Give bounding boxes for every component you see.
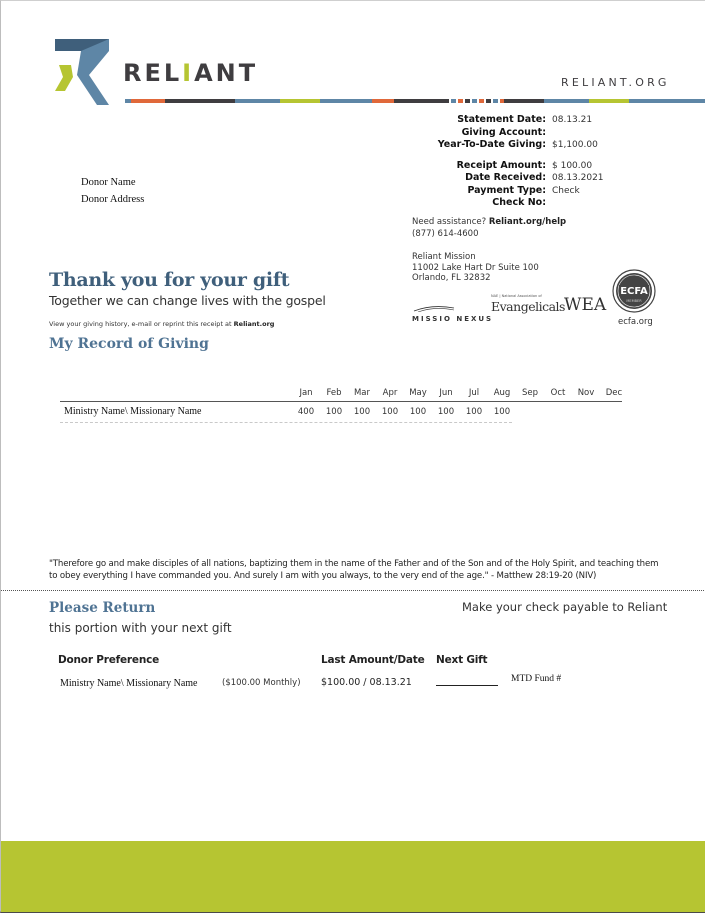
payable-note: Make your check payable to Reliant	[462, 600, 668, 614]
ecfa-text: ECFA	[620, 286, 648, 297]
help-block: Need assistance? Reliant.org/help (877) 614-4600	[412, 217, 567, 239]
date-received-value: 08.13.2021	[552, 173, 604, 183]
receipt-amount-row: Receipt Amount: $ 100.00	[412, 160, 642, 173]
statement-summary	[412, 114, 642, 210]
record-title: My Record of Giving	[49, 336, 209, 352]
ytd-giving-value: $1,100.00	[552, 140, 598, 150]
month-value-mar: 100	[353, 407, 371, 417]
missio-nexus-logo: MISSIO NEXUS	[412, 297, 487, 317]
month-header-aug: Aug	[493, 388, 511, 398]
month-header-sep: Sep	[521, 388, 539, 398]
last-amount-header: Last Amount/Date	[321, 654, 425, 666]
footer-band	[1, 841, 705, 912]
receipt-amount-value: $ 100.00	[552, 160, 593, 171]
statement-date-value: 08.13.21	[552, 115, 593, 125]
return-ministry-name: Ministry Name\ Missionary Name	[60, 678, 198, 689]
donor-name: Donor Name	[81, 177, 136, 188]
next-gift-header: Next Gift	[436, 654, 488, 666]
month-header-oct: Oct	[550, 388, 566, 398]
missio-arc-icon	[412, 304, 487, 312]
site-url[interactable]: RELIANT.ORG	[561, 76, 670, 89]
date-received-row: Date Received: 08.13.2021	[412, 172, 642, 185]
ministry-name: Ministry Name\ Missionary Name	[64, 406, 202, 417]
giving-table-header	[60, 385, 622, 402]
wea-logo: WEA	[564, 295, 607, 315]
payment-type-value: Check	[552, 185, 580, 196]
tear-line	[1, 590, 705, 591]
month-header-jul: Jul	[468, 388, 480, 398]
mtd-fund-label: MTD Fund #	[511, 674, 562, 684]
month-value-feb: 100	[325, 407, 343, 417]
statement-date-row: Statement Date: 08.13.21	[412, 114, 642, 127]
check-no-value	[552, 197, 642, 210]
reliant-logo-icon	[51, 37, 113, 107]
month-header-jan: Jan	[299, 388, 313, 398]
payment-type-row: Payment Type: Check	[412, 185, 642, 198]
month-value-apr: 100	[381, 407, 399, 417]
check-no-row: Check No:	[412, 197, 642, 210]
last-amount-value: $100.00 / 08.13.21	[321, 677, 412, 688]
month-header-mar: Mar	[353, 388, 371, 398]
giving-account-value	[552, 127, 642, 140]
month-header-nov: Nov	[577, 388, 595, 398]
ytd-giving-row: Year-To-Date Giving: $1,100.00	[412, 139, 642, 152]
donor-block	[81, 174, 144, 208]
month-header-jun: Jun	[439, 388, 453, 398]
row-divider	[60, 422, 512, 423]
help-link[interactable]: Reliant.org/help	[488, 217, 567, 227]
thanks-title: Thank you for your gift	[49, 269, 290, 291]
nae-logo: NAE | National Association of Evangelicals	[491, 294, 565, 314]
month-value-aug: 100	[493, 407, 511, 417]
header-stripe	[125, 99, 705, 103]
month-header-dec: Dec	[605, 388, 623, 398]
month-header-may: May	[409, 388, 427, 398]
ecfa-badge-icon	[612, 269, 656, 313]
mission-address: Reliant Mission 11002 Lake Hart Dr Suite 100 Orlando, FL 32832	[412, 252, 539, 283]
donor-preference-header: Donor Preference	[58, 654, 160, 666]
reliant-wordmark: RELIANT	[123, 59, 259, 87]
month-value-jun: 100	[437, 407, 455, 417]
month-header-feb: Feb	[326, 388, 342, 398]
giving-table	[60, 385, 622, 420]
month-header-apr: Apr	[382, 388, 398, 398]
return-title: Please Return	[49, 600, 156, 616]
table-row	[60, 402, 622, 420]
scripture-verse: "Therefore go and make disciples of all nations, baptizing them in the name of the Father and of the Son and of the Holy Spirit, and teaching them to obey everything I have commanded you. And surely I am with you always, to the very end of the age." - Matthew 28:19-20 (NIV)	[49, 559, 659, 581]
ecfa-url[interactable]: ecfa.org	[618, 317, 653, 327]
history-note: View your giving history, e-mail or reprint this receipt at Reliant.org	[49, 320, 275, 328]
ecfa-sub-text: MEMBER	[626, 299, 642, 303]
return-subtitle: this portion with your next gift	[49, 621, 232, 635]
history-link[interactable]: Reliant.org	[233, 320, 275, 328]
donor-preference-value: ($100.00 Monthly)	[222, 678, 301, 688]
month-value-jul: 100	[465, 407, 483, 417]
donor-address: Donor Address	[81, 194, 145, 205]
giving-account-row: Giving Account:	[412, 127, 642, 140]
next-gift-field[interactable]	[436, 685, 498, 686]
month-value-may: 100	[409, 407, 427, 417]
thanks-subtitle: Together we can change lives with the gospel	[49, 293, 326, 308]
help-phone: (877) 614-4600	[412, 229, 479, 239]
month-value-jan: 400	[297, 407, 315, 417]
